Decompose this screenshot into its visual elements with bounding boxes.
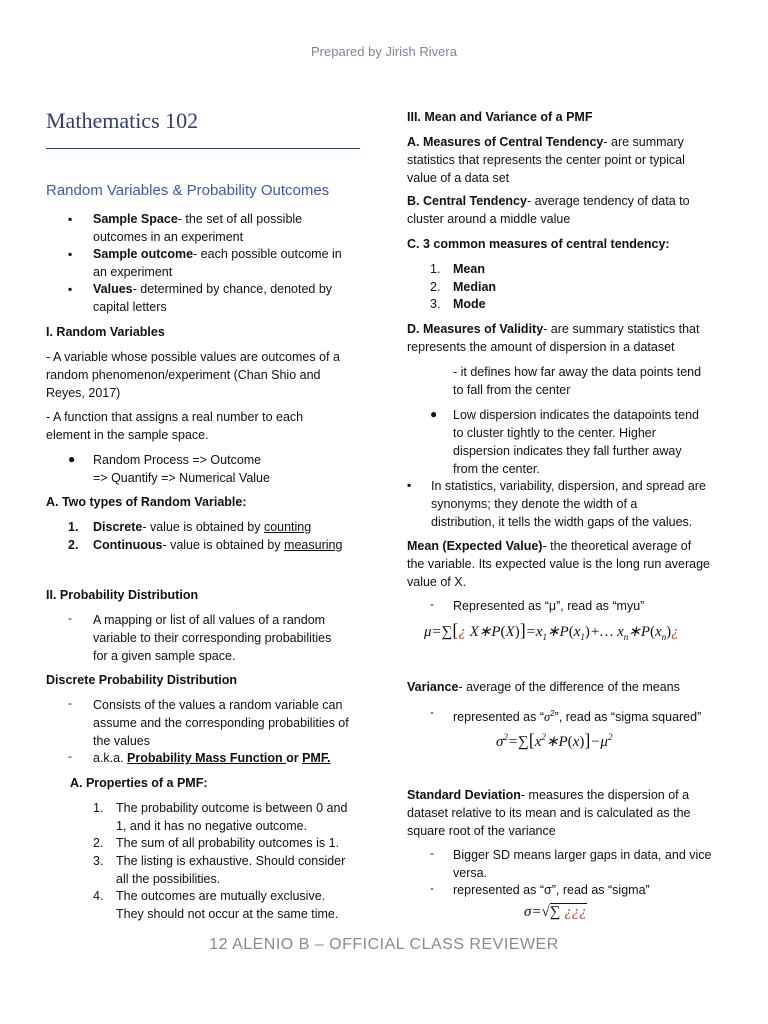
page-footer: 12 ALENIO B – OFFICIAL CLASS REVIEWER — [209, 936, 559, 953]
bullet-dash-icon: - — [430, 597, 434, 611]
list-number: 2. — [430, 280, 441, 294]
list-item: Mean — [453, 262, 485, 276]
variance-symbol-note: represented as “$\sigma^2$”, read as “sigma squared” — [453, 709, 702, 725]
mean-variance-heading: III. Mean and Variance of a PMF — [407, 110, 593, 124]
list-item: Values- determined by chance, denoted by capital letters — [93, 282, 333, 314]
list-number: 2. — [93, 836, 104, 850]
bullet-square-icon: ▪ — [68, 212, 73, 226]
list-item: Mode — [453, 297, 486, 311]
bullet-dash-icon: - — [68, 611, 72, 625]
page-title: Mathematics 102 — [46, 108, 199, 133]
pmf-properties-heading: A. Properties of a PMF: — [70, 776, 208, 790]
list-number: 1. — [430, 262, 441, 276]
rv-definition-1: - A variable whose possible values are outcomes of a random phenomenon/experiment (Chan Shio and Reyes, 2017) — [46, 350, 340, 400]
random-variables-heading: I. Random Variables — [46, 325, 165, 339]
list-number: 2. — [68, 538, 79, 552]
bullet-dash-icon: - — [68, 749, 72, 763]
mean-formula: μ=∑[¿ $X∗P(X)]=x_1∗P(x_1)+\dots$ $x_n∗P(x_n)¿$ — [424, 620, 679, 642]
probability-distribution-heading: II. Probability Distribution — [46, 588, 199, 602]
bullet-dot-icon: ● — [430, 407, 438, 421]
dispersion-levels: Low dispersion indicates the datapoints tend to cluster tightly to the center. Higher dispersion indicates they fall further away from the center. — [453, 408, 699, 476]
variance-formula: $\sigma^2=\sum[x^2∗P(x)]-\mu^2$ — [496, 730, 613, 750]
mean-symbol-note: Represented as “μ”, read as “myu” — [453, 599, 645, 613]
dpd-heading: Discrete Probability Distribution — [46, 673, 238, 687]
list-item: Sample Space- the set of all possible outcomes in an experiment — [93, 212, 303, 244]
list-item: The probability outcome is between 0 and 1, and it has no negative outcome. — [116, 801, 348, 833]
title-divider — [46, 148, 360, 149]
bullet-dash-icon: - — [430, 705, 434, 719]
bullet-dash-icon: - — [430, 846, 434, 860]
mean-definition: Mean (Expected Value)- the theoretical average of the variable. Its expected value is the long run average value of X. — [407, 539, 710, 589]
measures-of-validity: D. Measures of Validity- are summary statistics that represents the amount of dispersion in a dataset — [407, 322, 700, 354]
dispersion-note: - it defines how far away the data points tend to fall from the center — [453, 365, 702, 397]
list-number: 3. — [93, 854, 104, 868]
dpd-definition: Consists of the values a random variable can assume and the corresponding probabilities of the values — [93, 698, 349, 748]
type-discrete: Discrete- value is obtained by counting — [93, 520, 312, 534]
type-continuous: Continuous- value is obtained by measuring — [93, 538, 343, 552]
list-number: 1. — [93, 801, 104, 815]
variance-definition: Variance- average of the difference of the means — [407, 680, 680, 694]
pmf-aka: a.k.a. Probability Mass Function or PMF. — [93, 751, 331, 765]
sd-symbol-note: represented as “σ”, read as “sigma” — [453, 883, 650, 897]
bullet-dash-icon: - — [68, 696, 72, 710]
bullet-square-icon: ▪ — [68, 282, 73, 296]
sd-definition: Standard Deviation- measures the dispersion of a dataset relative to its mean and is calculated as the square root of the variance — [407, 788, 691, 838]
bullet-square-icon: ▪ — [407, 478, 412, 492]
types-heading: A. Two types of Random Variable: — [46, 495, 247, 509]
central-tendency-measures: A. Measures of Central Tendency- are summary statistics that represents the center point or typical value of a data set — [407, 135, 685, 185]
page-header: Prepared by Jirish Rivera — [311, 44, 457, 59]
section-subtitle: Random Variables & Probability Outcomes — [46, 182, 330, 199]
common-measures-heading: C. 3 common measures of central tendency: — [407, 237, 670, 251]
central-tendency: B. Central Tendency- average tendency of data to cluster around a middle value — [407, 194, 690, 226]
sd-formula: σ=√∑ ¿¿¿ — [524, 904, 587, 920]
list-item: The listing is exhaustive. Should consider all the possibilities. — [116, 854, 346, 886]
bullet-square-icon: ▪ — [68, 247, 73, 261]
bullet-dot-icon: ● — [68, 452, 76, 466]
list-item: Sample outcome- each possible outcome in an experiment — [93, 247, 342, 279]
bullet-dash-icon: - — [430, 881, 434, 895]
random-process: Random Process => Outcome => Quantify => Numerical Value — [93, 453, 270, 485]
sd-gap-note: Bigger SD means larger gaps in data, and vice versa. — [453, 848, 712, 880]
list-item: The sum of all probability outcomes is 1. — [116, 836, 340, 850]
list-item: Median — [453, 280, 497, 294]
rv-definition-2: - A function that assigns a real number to each element in the sample space. — [46, 410, 304, 442]
list-number: 3. — [430, 297, 441, 311]
list-number: 1. — [68, 520, 79, 534]
dispersion-synonyms: In statistics, variability, dispersion, and spread are synonyms; they denote the width of a distribution, it tells the width gaps of the values. — [431, 479, 706, 529]
pd-definition: A mapping or list of all values of a random variable to their corresponding probabilities for a given sample space. — [93, 613, 332, 663]
list-number: 4. — [93, 889, 104, 903]
list-item: The outcomes are mutually exclusive. They should not occur at the same time. — [116, 889, 339, 921]
